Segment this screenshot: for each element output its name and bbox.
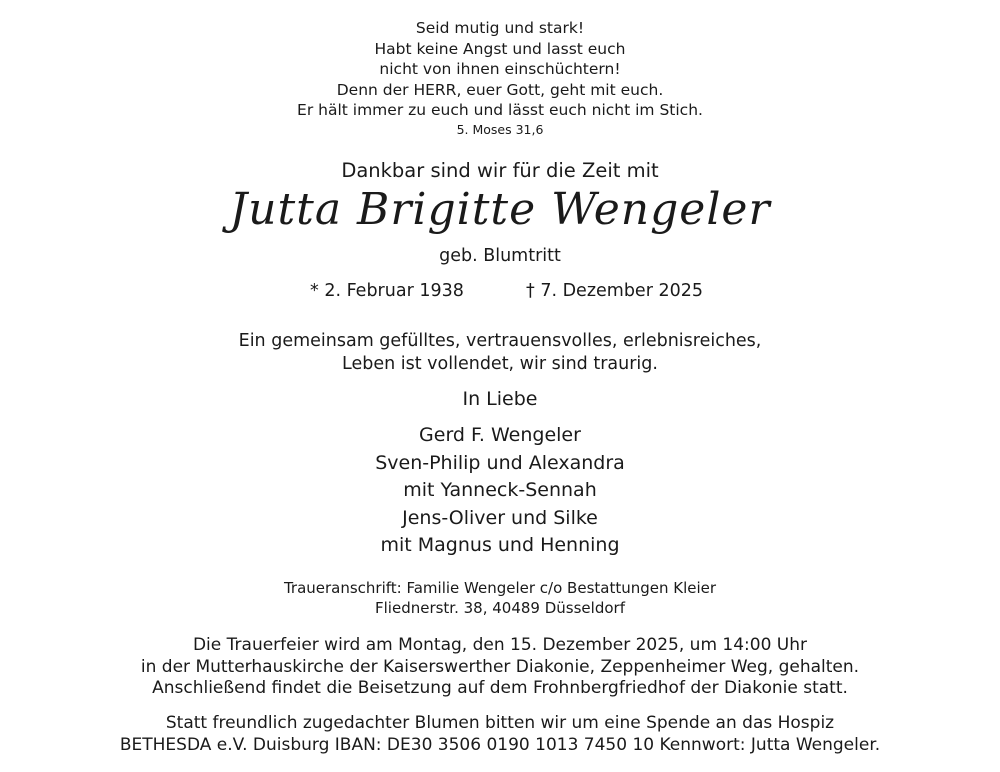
verse-line: nicht von ihnen einschüchtern! bbox=[379, 60, 621, 78]
donation-info bbox=[0, 713, 1000, 756]
deceased-name: Jutta Brigitte Wengeler bbox=[229, 184, 771, 235]
family-member: Gerd F. Wengeler bbox=[419, 424, 581, 446]
quote-line: Leben ist vollendet, wir sind traurig. bbox=[342, 354, 658, 374]
verse-reference: 5. Moses 31,6 bbox=[456, 121, 544, 137]
funeral-service-info bbox=[0, 635, 1000, 700]
service-line: Anschließend findet die Beisetzung auf dem Frohnbergfriedhof der Diakonie statt. bbox=[152, 678, 848, 698]
service-line: in der Mutterhauskirche der Kaiserswerther Diakonie, Zeppenheimer Weg, gehalten. bbox=[140, 656, 860, 677]
verse-line: Habt keine Angst und lasst euch bbox=[374, 39, 626, 58]
birth-name: geb. Blumtritt bbox=[439, 246, 561, 266]
address-line: Traueranschrift: Familie Wengeler c/o Bestattungen Kleier bbox=[283, 579, 717, 597]
verse-line: Er hält immer zu euch und lässt euch nicht im Stich. bbox=[297, 101, 703, 119]
closing-phrase: In Liebe bbox=[462, 388, 538, 410]
bible-verse bbox=[0, 18, 1000, 139]
family-member: mit Magnus und Henning bbox=[380, 534, 620, 556]
death-date: † 7. Dezember 2025 bbox=[526, 281, 703, 301]
verse-line: Seid mutig und stark! bbox=[415, 19, 585, 37]
quote-line: Ein gemeinsam gefülltes, vertrauensvolles, erlebnisreiches, bbox=[238, 331, 762, 351]
service-line: Die Trauerfeier wird am Montag, den 15. Dezember 2025, um 14:00 Uhr bbox=[192, 635, 808, 655]
donation-line: Statt freundlich zugedachter Blumen bitten wir um eine Spende an das Hospiz bbox=[165, 713, 835, 733]
family-list bbox=[0, 422, 1000, 560]
donation-line: BETHESDA e.V. Duisburg IBAN: DE30 3506 0190 1013 7450 10 Kennwort: Jutta Wengeler. bbox=[119, 734, 881, 755]
memorial-quote bbox=[0, 330, 1000, 376]
verse-line: Denn der HERR, euer Gott, geht mit euch. bbox=[336, 80, 664, 99]
family-member: mit Yanneck-Sennah bbox=[403, 479, 597, 501]
address-line: Fliednerstr. 38, 40489 Düsseldorf bbox=[375, 599, 625, 617]
family-member: Jens-Oliver und Silke bbox=[402, 506, 598, 529]
mourning-address bbox=[0, 578, 1000, 618]
family-member: Sven-Philip und Alexandra bbox=[375, 451, 625, 474]
intro-text: Dankbar sind wir für die Zeit mit bbox=[341, 159, 659, 182]
birth-date: * 2. Februar 1938 bbox=[310, 281, 464, 301]
